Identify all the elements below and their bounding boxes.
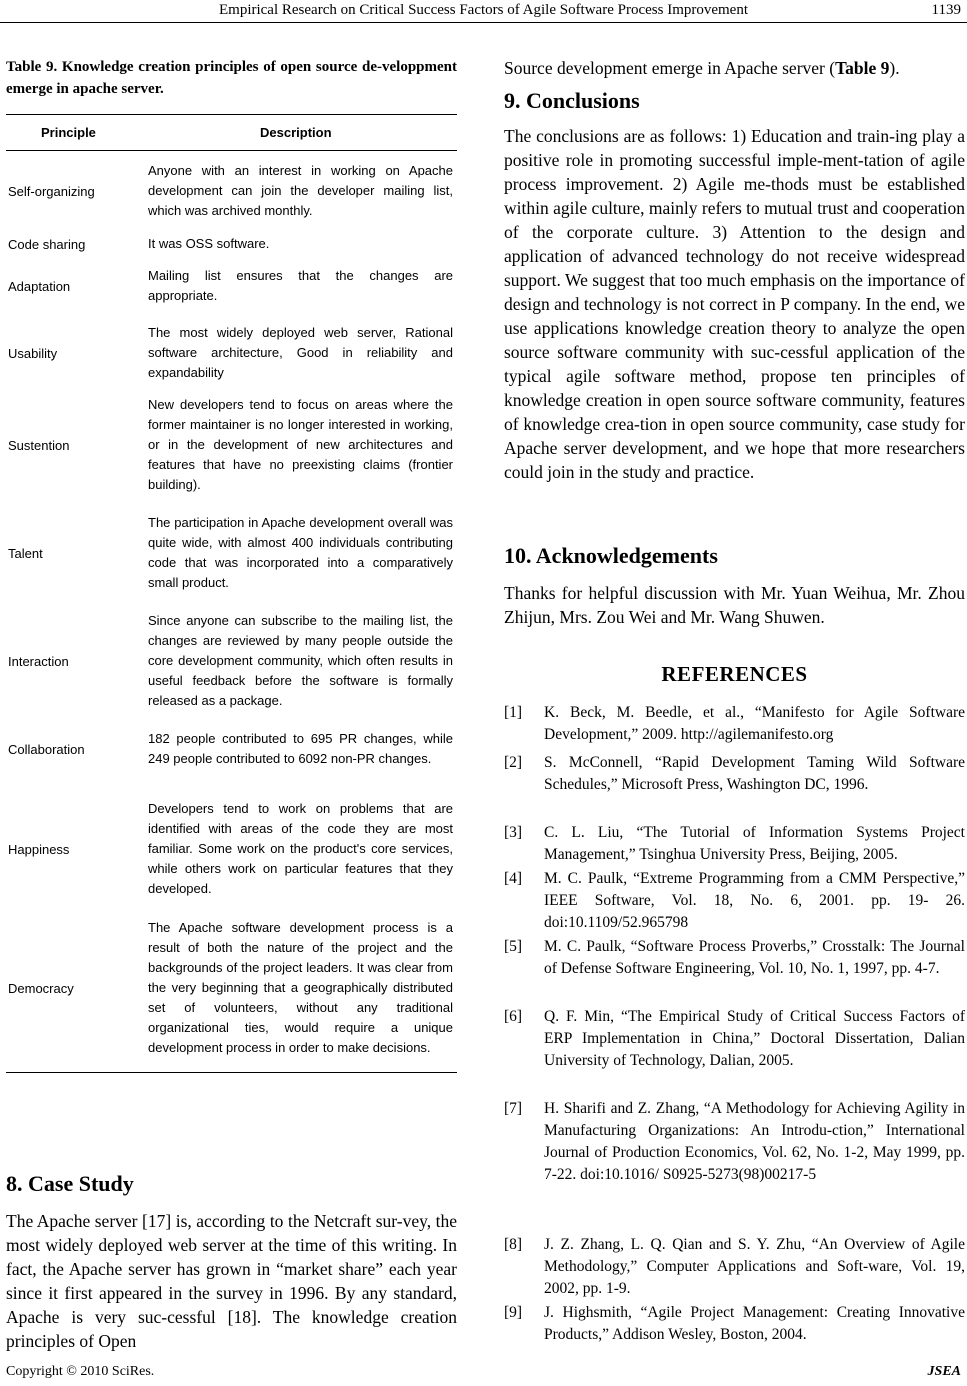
reference-number: [2] <box>504 754 523 771</box>
table-caption: Table 9. Knowledge creation principles of open source de-veloppment emerge in apache server. <box>6 59 457 97</box>
left-column <box>6 56 457 1351</box>
principle-cell: Happiness <box>8 841 70 857</box>
reference-item <box>504 822 965 866</box>
table-row <box>6 395 457 495</box>
description-cell: 182 people contributed to 695 PR changes, while 249 people contributed to 6092 non-PR changes. <box>148 731 453 766</box>
principle-cell: Collaboration <box>8 741 85 757</box>
table-row <box>6 323 457 383</box>
page-number: 1139 <box>931 2 961 18</box>
column-header-description: Description <box>260 125 332 140</box>
principle-cell: Adaptation <box>8 278 71 294</box>
acknowledgements-section <box>504 543 965 629</box>
case-study-section <box>6 1171 457 1353</box>
reference-text: J. Highsmith, “Agile Project Management: Creating Innovative Products,” Addison Wesley, Boston, 2004. <box>544 1304 965 1343</box>
table-row <box>6 719 457 779</box>
reference-item <box>504 752 965 796</box>
principle-cell: Democracy <box>8 980 74 996</box>
reference-item <box>504 1302 965 1346</box>
description-cell: New developers tend to focus on areas where the former maintainer is no longer interested in working, or in the development of new architectures and features that have no preexisting claims (frontier building). <box>148 397 453 492</box>
section-body: Thanks for helpful discussion with Mr. Yuan Weihua, Mr. Zhou Zhijun, Mrs. Zou Wei and Mr. Wang Shuwen. <box>504 583 965 627</box>
reference-item <box>504 702 965 746</box>
reference-number: [3] <box>504 824 523 841</box>
page-header <box>0 0 967 24</box>
section-title: 8. Case Study <box>6 1171 134 1196</box>
reference-text: S. McConnell, “Rapid Development Taming Wild Software Schedules,” Microsoft Press, Washington DC, 1996. <box>544 754 965 793</box>
reference-number: [6] <box>504 1008 523 1025</box>
continuation-text-part: Source development emerge in Apache server ( <box>504 58 836 78</box>
table-row <box>6 908 457 1068</box>
description-cell: It was OSS software. <box>148 236 270 251</box>
continuation-text <box>504 56 965 80</box>
table-row <box>6 233 457 255</box>
reference-number: [9] <box>504 1304 523 1321</box>
principle-cell: Sustention <box>8 437 70 453</box>
description-cell: Mailing list ensures that the changes are appropriate. <box>148 268 453 303</box>
principle-cell: Usability <box>8 345 58 361</box>
reference-text: M. C. Paulk, “Software Process Proverbs,” Crosstalk: The Journal of Defense Software Engineering, Vol. 10, No. 1, 1997, pp. 4-7. <box>544 938 965 977</box>
reference-number: [7] <box>504 1100 523 1117</box>
reference-item <box>504 1006 965 1072</box>
description-cell: Anyone with an interest in working on Apache development can join the developer mailing list, which was archived monthly. <box>148 163 453 218</box>
right-column <box>504 56 965 1343</box>
reference-text: J. Z. Zhang, L. Q. Qian and S. Y. Zhu, “An Overview of Agile Methodology,” Computer Applications and Soft-ware, Vol. 19, 2002, pp. 1-9. <box>544 1236 965 1297</box>
reference-number: [4] <box>504 870 523 887</box>
description-cell: The most widely deployed web server, Rational software architecture, Good in reliability and expandability <box>148 325 453 380</box>
principle-cell: Talent <box>8 545 43 561</box>
reference-item <box>504 936 965 980</box>
table-row <box>6 161 457 221</box>
principle-cell: Interaction <box>8 653 69 669</box>
reference-item <box>504 1234 965 1300</box>
description-cell: Since anyone can subscribe to the mailing list, the changes are reviewed by many people outside the core development community, which often results in useful feedback before the software is formally released as a package. <box>148 613 453 708</box>
copyright-notice: Copyright © 2010 SciRes. <box>6 1364 155 1379</box>
reference-number: [1] <box>504 704 523 721</box>
reference-item <box>504 1098 965 1186</box>
reference-number: [8] <box>504 1236 523 1253</box>
running-title: Empirical Research on Critical Success Factors of Agile Software Process Improvement <box>218 2 749 18</box>
continuation-text-part: ). <box>889 58 900 78</box>
section-title: 9. Conclusions <box>504 88 640 113</box>
section-body: The Apache server [17] is, according to the Netcraft sur-vey, the most widely deployed web server at the time of this writing. In fact, the Apache server has grown in “market share” each year since it first appeared in the survey in 1996. By any standard, Apache is very suc-cessful [18]. The knowledge creation principles of Open <box>6 1211 457 1351</box>
reference-text: H. Sharifi and Z. Zhang, “A Methodology for Achieving Agility in Manufacturing Organizations: An Introdu-ction,” International Journal of Production Economics, Vol. 62, No. 1-2, May 1999, pp. 7-22. doi:10.1016/ S0925-5273(98)00217-5 <box>544 1100 965 1183</box>
reference-text: Q. F. Min, “The Empirical Study of Critical Success Factors of ERP Implementation in China,” Doctoral Dissertation, Dalian University of Technology, Dalian, 2005. <box>544 1008 965 1069</box>
reference-text: M. C. Paulk, “Extreme Programming from a CMM Perspective,” IEEE Software, Vol. 18, No. 6, 2001. pp. 19- 26. doi:10.1109/52.965798 <box>544 870 965 931</box>
reference-text: C. L. Liu, “The Tutorial of Information Systems Project Management,” Tsinghua University Press, Beijing, 2005. <box>544 824 965 863</box>
header-rule <box>0 22 967 23</box>
reference-text: K. Beck, M. Beedle, et al., “Manifesto for Agile Software Development,” 2009. http://agilemanifesto.org <box>544 704 965 743</box>
table-row <box>6 503 457 603</box>
conclusions-section <box>504 88 965 484</box>
journal-abbreviation: JSEA <box>927 1364 961 1379</box>
description-cell: Developers tend to work on problems that are identified with areas of the code they are most familiar. Some work on the product's core services, while others work on particular features that they developed. <box>148 801 453 896</box>
reference-number: [5] <box>504 938 523 955</box>
description-cell: The participation in Apache development overall was quite wide, with almost 400 individuals contributing code that was incorporated into a comparatively small product. <box>148 515 453 590</box>
table-reference: Table 9 <box>835 58 890 78</box>
principle-cell: Self-organizing <box>8 183 95 199</box>
principles-table <box>6 114 457 1055</box>
description-cell: The Apache software development process is a result of both the nature of the project and the backgrounds of the project leaders. It was clear from the very beginning that a geographically distributed set of volunteers, without any traditional organizational ties, would require a unique development process in order to make decisions. <box>148 920 453 1055</box>
table-header <box>6 114 457 151</box>
principle-cell: Code sharing <box>8 236 86 252</box>
table-row <box>6 611 457 711</box>
reference-item <box>504 868 965 934</box>
table-bottom-rule <box>6 1072 457 1073</box>
section-title: 10. Acknowledgements <box>504 543 718 568</box>
table-row <box>6 799 457 899</box>
references-title: REFERENCES <box>661 662 808 686</box>
column-header-principle: Principle <box>41 125 96 140</box>
section-body: The conclusions are as follows: 1) Education and train-ing play a positive role in promoting successful imple-ment-tation of agile process improvement. 2) Agile me-thods must be established within agile culture, mainly refers to mutual trust and cooperation of the corporate culture. 3) Attention to the design and application of advanced technology do not receive widespread support. We suggest that too much emphasis on the importance of design and technology is not correct in P company. In the end, we use applications knowledge creation theory to analyze the open source software community with suc-cessful application of the typical agile software method, propose ten principles of knowledge creation in open source software community, features of knowledge crea-tion in open source community, case study for Apache server development, and we hope that more researchers could join in the study and practice. <box>504 126 965 482</box>
table-row <box>6 263 457 309</box>
